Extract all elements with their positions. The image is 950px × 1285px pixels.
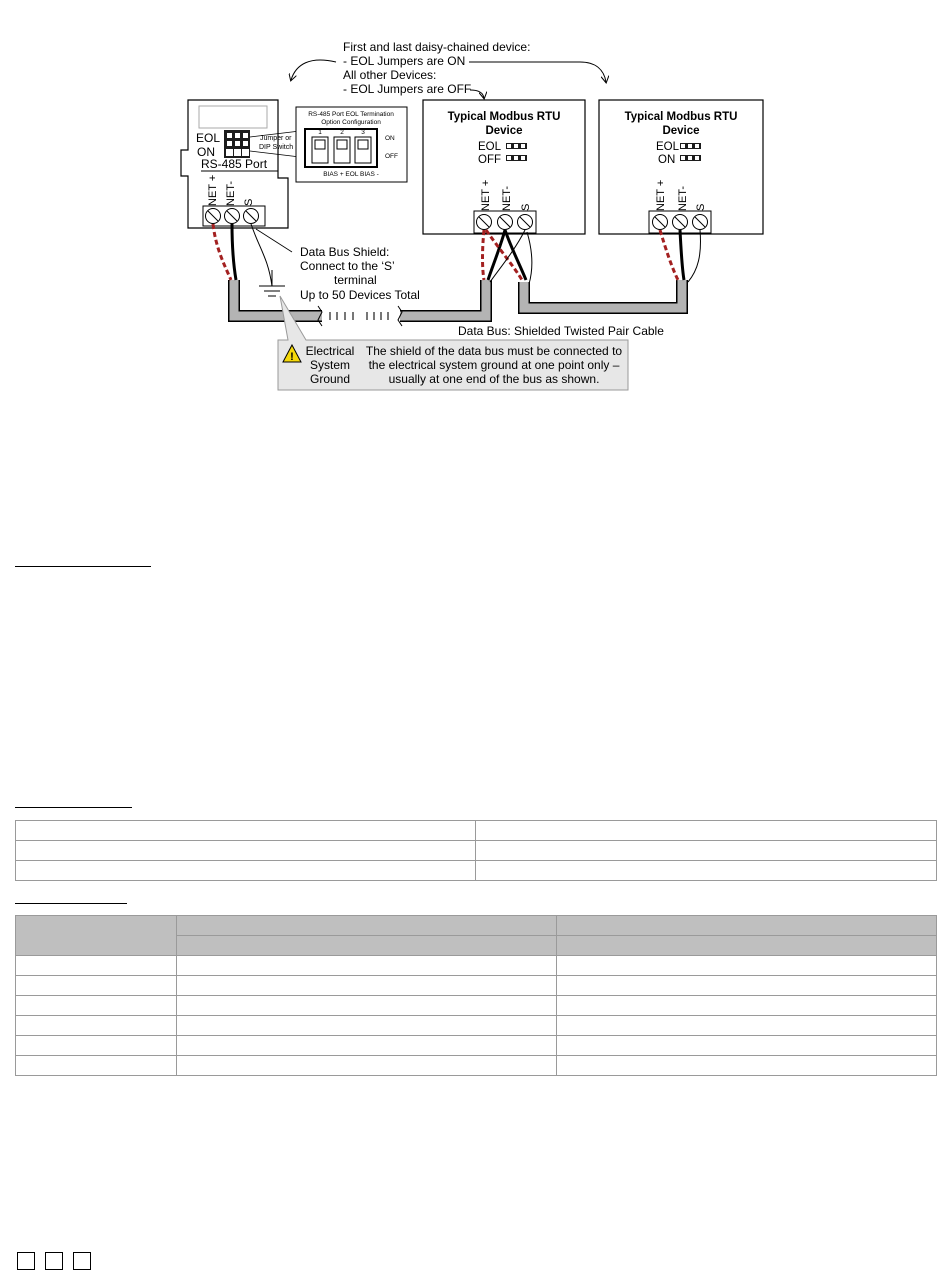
top-note-line2: - EOL Jumpers are ON bbox=[343, 54, 466, 68]
table-row bbox=[16, 841, 937, 861]
top-note-line4: - EOL Jumpers are OFF bbox=[343, 82, 472, 96]
dip-num-1: 1 bbox=[318, 129, 322, 136]
mid-term-netplus: NET + bbox=[480, 179, 492, 211]
table-header-row bbox=[16, 916, 937, 936]
devices-total-label: Up to 50 Devices Total bbox=[300, 288, 420, 302]
jumper-label-1: Jumper or bbox=[260, 135, 292, 142]
mid-row1: EOL bbox=[478, 141, 502, 153]
page-box-3 bbox=[73, 1252, 91, 1270]
spec-table-1 bbox=[15, 820, 937, 881]
warning-text-1: The shield of the data bus must be connected to bbox=[365, 344, 623, 358]
table-row bbox=[16, 956, 937, 976]
mid-row2: OFF bbox=[478, 154, 501, 166]
left-terminal-screws bbox=[206, 209, 259, 224]
ground-symbol bbox=[259, 270, 285, 296]
dip-on-label: ON bbox=[385, 135, 395, 142]
left-term-netplus: NET + bbox=[207, 174, 219, 206]
page-box-1 bbox=[17, 1252, 35, 1270]
ground-label-1: Electrical bbox=[305, 344, 355, 358]
arrow-to-mid-device bbox=[470, 90, 484, 98]
dip-off-label: OFF bbox=[385, 153, 398, 160]
top-note-line1: First and last daisy-chained device: bbox=[343, 40, 531, 54]
shield-note-1: Data Bus Shield: bbox=[300, 245, 390, 259]
bus-cable bbox=[234, 280, 682, 326]
svg-text:!: ! bbox=[290, 351, 294, 363]
section-rule-2 bbox=[15, 807, 132, 808]
left-on-label: ON bbox=[197, 145, 215, 159]
ground-label-2: System bbox=[309, 358, 351, 372]
ground-label-3: Ground bbox=[309, 372, 351, 386]
right-term-netplus: NET + bbox=[655, 179, 667, 211]
left-term-netminus: NET- bbox=[225, 180, 237, 206]
left-term-s: S bbox=[243, 198, 255, 206]
dip-footer: BIAS + EOL BIAS - bbox=[323, 171, 379, 178]
mid-title-2: Device bbox=[485, 125, 523, 137]
right-row2: ON bbox=[658, 154, 676, 166]
dip-num-2: 2 bbox=[340, 129, 344, 136]
top-note-line3: All other Devices: bbox=[343, 68, 437, 82]
left-device bbox=[181, 100, 300, 228]
warning-text-2: the electrical system ground at one point only – bbox=[368, 358, 620, 372]
spec-table-2 bbox=[15, 915, 937, 1076]
mid-title-1: Typical Modbus RTU bbox=[447, 111, 561, 123]
dip-num-3: 3 bbox=[361, 129, 365, 136]
jumper-label-2: DIP Switch bbox=[259, 144, 294, 151]
top-note bbox=[343, 40, 530, 96]
table-row bbox=[16, 1036, 937, 1056]
shield-note-2: Connect to the ‘S’ bbox=[300, 259, 395, 273]
right-row1: EOL bbox=[656, 141, 680, 153]
left-eol-label: EOL bbox=[196, 131, 221, 145]
mid-term-s: S bbox=[520, 203, 532, 211]
device-mid bbox=[423, 100, 585, 234]
dip-title-2: Option Configuration bbox=[321, 119, 381, 126]
table-row bbox=[16, 996, 937, 1016]
page-box-2 bbox=[45, 1252, 63, 1270]
arrow-to-right-device bbox=[580, 62, 606, 82]
port-label: RS-485 Port bbox=[201, 157, 268, 171]
table-row bbox=[16, 1016, 937, 1036]
shield-note-3: terminal bbox=[334, 273, 377, 287]
cable-label: Data Bus: Shielded Twisted Pair Cable bbox=[458, 324, 664, 338]
jumper-block bbox=[224, 130, 250, 158]
section-rule-3 bbox=[15, 903, 127, 904]
table-row bbox=[16, 861, 937, 881]
arrow-to-left-device bbox=[291, 60, 336, 80]
table-row bbox=[16, 976, 937, 996]
warning-text-3: usually at one end of the bus as shown. bbox=[388, 372, 600, 386]
table-row bbox=[16, 821, 937, 841]
right-term-s: S bbox=[695, 203, 707, 211]
right-title-1: Typical Modbus RTU bbox=[624, 111, 738, 123]
dip-title-1: RS-485 Port EOL Termination bbox=[308, 111, 394, 118]
table-row bbox=[16, 1056, 937, 1076]
right-title-2: Device bbox=[662, 125, 700, 137]
dip-switch-panel bbox=[296, 107, 407, 182]
mid-term-netminus: NET- bbox=[501, 185, 513, 211]
right-term-netminus: NET- bbox=[677, 185, 689, 211]
wiring-diagram bbox=[0, 0, 950, 400]
device-right bbox=[599, 100, 763, 234]
section-rule-1 bbox=[15, 566, 151, 567]
